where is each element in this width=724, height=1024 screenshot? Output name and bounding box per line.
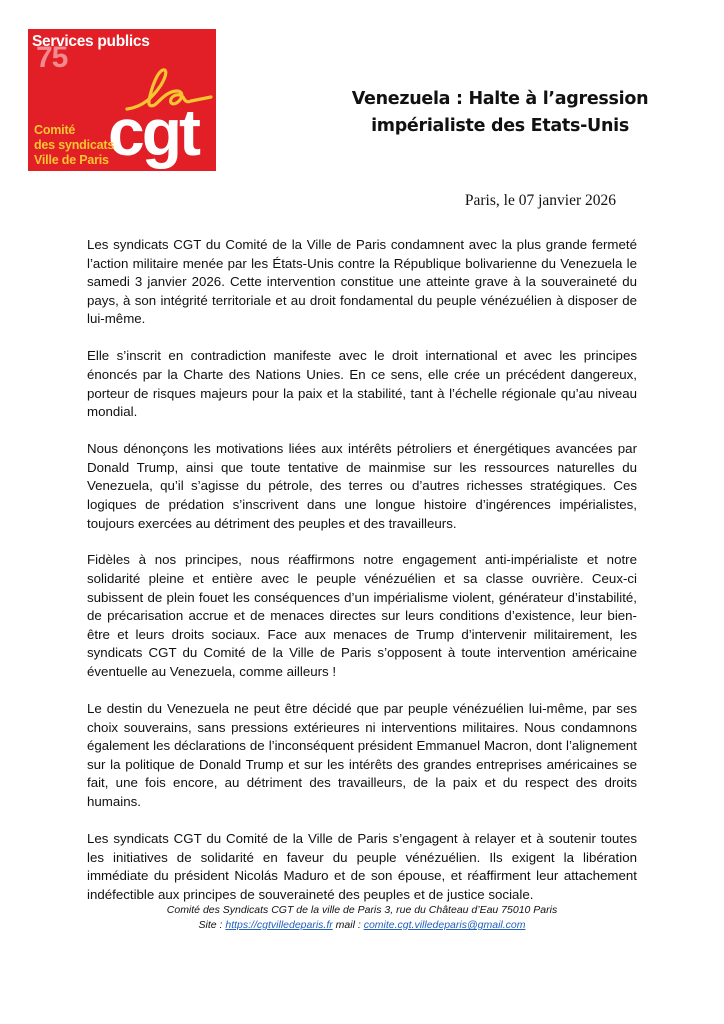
footer-contact [80, 918, 644, 933]
footer-address: Comité des Syndicats CGT de la ville de Paris 3, rue du Château d’Eau 75010 Paris [166, 904, 558, 916]
footer-site-link[interactable]: https://cgtvilledeparis.fr [225, 919, 333, 931]
document-title [330, 86, 670, 140]
footer-mail-label: mail : [332, 919, 364, 931]
logo-cgt-wordmark: cgt [108, 95, 198, 169]
logo-committee-line: Ville de Paris [34, 153, 109, 167]
footer-mail-link[interactable]: comite.cgt.villedeparis@gmail.com [363, 919, 526, 931]
body-paragraph: Nous dénonçons les motivations liées aux intérêts pétroliers et énergétiques avancées par Donald Trump, ainsi que toute tentative de mainmise sur les ressources naturelles du Venezuela, qu’il s’agisse du pétrole, des terres ou d’autres richesses stratégiques. Ces logiques de prédation s’inscrivent dans une longue histoire d’ingérences impérialistes, toujours exercées au détriment des peuples et des travailleurs. [87, 441, 637, 531]
body-paragraph: Les syndicats CGT du Comité de la Ville de Paris s’engagent à relayer et à soutenir toutes les initiatives de solidarité en faveur du peuple vénézuélien. Ils exigent la libération immédiate du président Nicolás Maduro et de son épouse, et réaffirment leur attachement indéfectible aux principes de souveraineté des peuples et de justice sociale. [87, 830, 637, 902]
footer-site-label: Site : [198, 919, 226, 931]
title-line-2: impérialiste des Etats-Unis [371, 116, 629, 136]
body-paragraph: Elle s’inscrit en contradiction manifeste avec le droit international et avec les principes énoncés par la Charte des Nations Unies. En ce sens, elle crée un précédent dangereux, porteur de risques majeurs pour la paix et la stabilité, tant à l’échelle régionale qu’au niveau mondial. [87, 348, 637, 420]
logo-committee-line: des syndicats [34, 138, 115, 152]
logo-services-publics: Services publics [32, 33, 150, 50]
title-line-1: Venezuela : Halte à l’agression [351, 89, 649, 109]
body-paragraph: Le destin du Venezuela ne peut être décidé que par peuple vénézuélien lui-même, par ses choix souverains, sans pressions extérieures ni interventions militaires. Nous condamnons également les déclarations de l’inconséquent président Emmanuel Macron, dont l’alignement sur la politique de Donald Trump et sur les intérêts des grandes entreprises américaines se fait, une fois encore, au détriment des travailleurs, de la paix et du respect des droits humains. [87, 701, 637, 809]
cgt-logo [28, 29, 216, 171]
document-date: Paris, le 07 janvier 2026 [464, 192, 616, 209]
document-body [87, 236, 637, 923]
body-paragraph: Fidèles à nos principes, nous réaffirmons notre engagement anti-impérialiste et notre solidarité pleine et entière avec le peuple vénézuélien et sa classe ouvrière. Ceux-ci subissent de plein fouet les conséquences d’un impérialisme violent, générateur d’instabilité, de précarisation accrue et de menaces directes sur leurs conditions d’existence, leur bien-être et leurs droits sociaux. Face aux menaces de Trump d’intervenir militairement, les syndicats CGT du Comité de la Ville de Paris s’opposent à toute intervention américaine éventuelle au Venezuela, comme ailleurs ! [87, 552, 637, 680]
logo-number: 75 [36, 41, 68, 74]
logo-committee-text [34, 123, 114, 168]
logo-committee-line: Comité [34, 123, 76, 137]
body-paragraph: Les syndicats CGT du Comité de la Ville de Paris condamnent avec la plus grande fermeté l’action militaire menée par les États-Unis contre la République bolivarienne du Venezuela le samedi 3 janvier 2026. Cette intervention constitue une atteinte grave à la souveraineté du pays, à son intégrité territoriale et au droit fondamental du peuple vénézuélien à disposer de lui-même. [87, 237, 637, 327]
document-footer [80, 903, 644, 933]
